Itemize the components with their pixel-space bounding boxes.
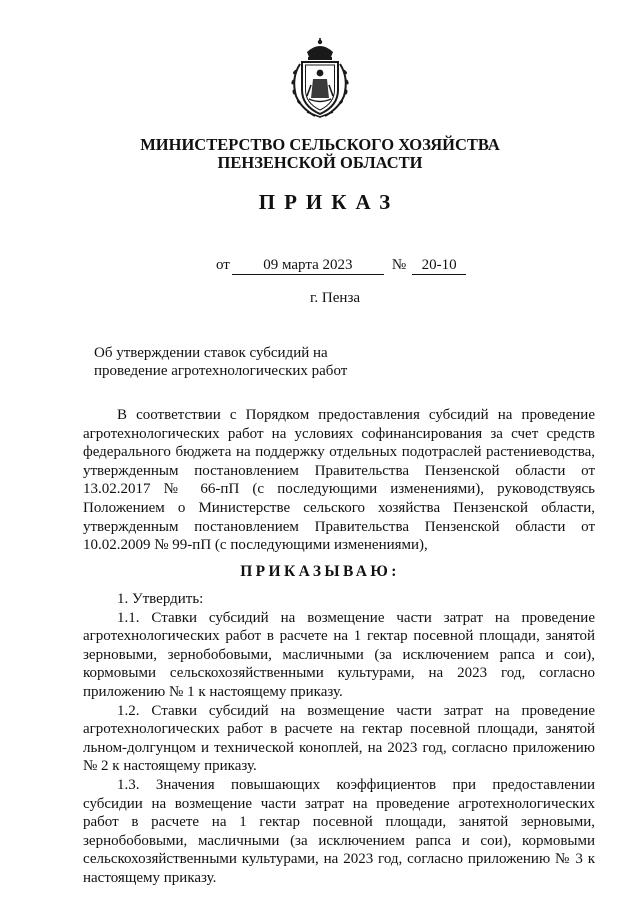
preamble-block — [83, 406, 595, 555]
date-label: от — [216, 257, 230, 273]
coat-of-arms-emblem — [287, 38, 353, 118]
date-value: 09 марта 2023 — [232, 256, 384, 275]
subject-line1: Об утверждении ставок субсидий на — [94, 345, 328, 361]
order-items — [83, 590, 595, 888]
date-number-line — [216, 256, 466, 275]
item-1-2: 1.2. Ставки субсидий на возмещение части затрат на проведение агротехнологических работ в расчете на гектар посевной площади, занятой льном-долгунцом и технической коноплей, на 2023 год, согласно приложению № 2 к настоящему приказу. — [83, 702, 595, 775]
order-word-heading: ПРИКАЗЫВАЮ: — [240, 563, 400, 580]
item-head: 1. Утвердить: — [117, 591, 204, 607]
ministry-title-line1: МИНИСТЕРСТВО СЕЛЬСКОГО ХОЗЯЙСТВА — [140, 135, 500, 154]
number-value: 20-10 — [412, 256, 466, 275]
subject-line2: проведение агротехнологических работ — [94, 363, 348, 379]
preamble-paragraph: В соответствии с Порядком предоставления субсидий на проведение агротехнологических работ на условиях софинансирования за счет средств федерального бюджета на поддержку отдельных подотраслей растениеводства, утвержденным постановлением Правительства Пензенской области от 13.02.2017 № 66-пП (с последующими изменениями), руководствуясь Положением о Министерстве сельского хозяйства Пензенской области, утвержденным постановлением Правительства Пензенской области от 10.02.2009 № 99-пП (с последующими изменениями), — [83, 407, 595, 554]
number-label: № — [391, 257, 407, 273]
document-type-heading: ПРИКАЗ — [258, 190, 400, 214]
item-1-3: 1.3. Значения повышающих коэффициентов при предоставлении субсидии на возмещение части затрат на проведение агротехнологических работ в расчете на 1 гектар посевной площади, занятой зерновыми, зернобобовыми, масличными (за исключением рапса и сои), кормовыми сельскохозяйственными культурами, на 2023 год, согласно приложению № 3 к настоящему приказу. — [83, 776, 595, 886]
item-1-1: 1.1. Ставки субсидий на возмещение части затрат на проведение агротехнологических работ в расчете на 1 гектар посевной площади, занятой зерновыми, зернобобовыми, масличными (за исключением рапса и сои), кормовыми сельскохозяйственными культурами, на 2023 год, согласно приложению № 1 к настоящему приказу. — [83, 609, 595, 700]
order-subject — [94, 344, 347, 380]
city-line: г. Пенза — [309, 290, 361, 306]
ministry-title-line2: ПЕНЗЕНСКОЙ ОБЛАСТИ — [217, 153, 423, 172]
